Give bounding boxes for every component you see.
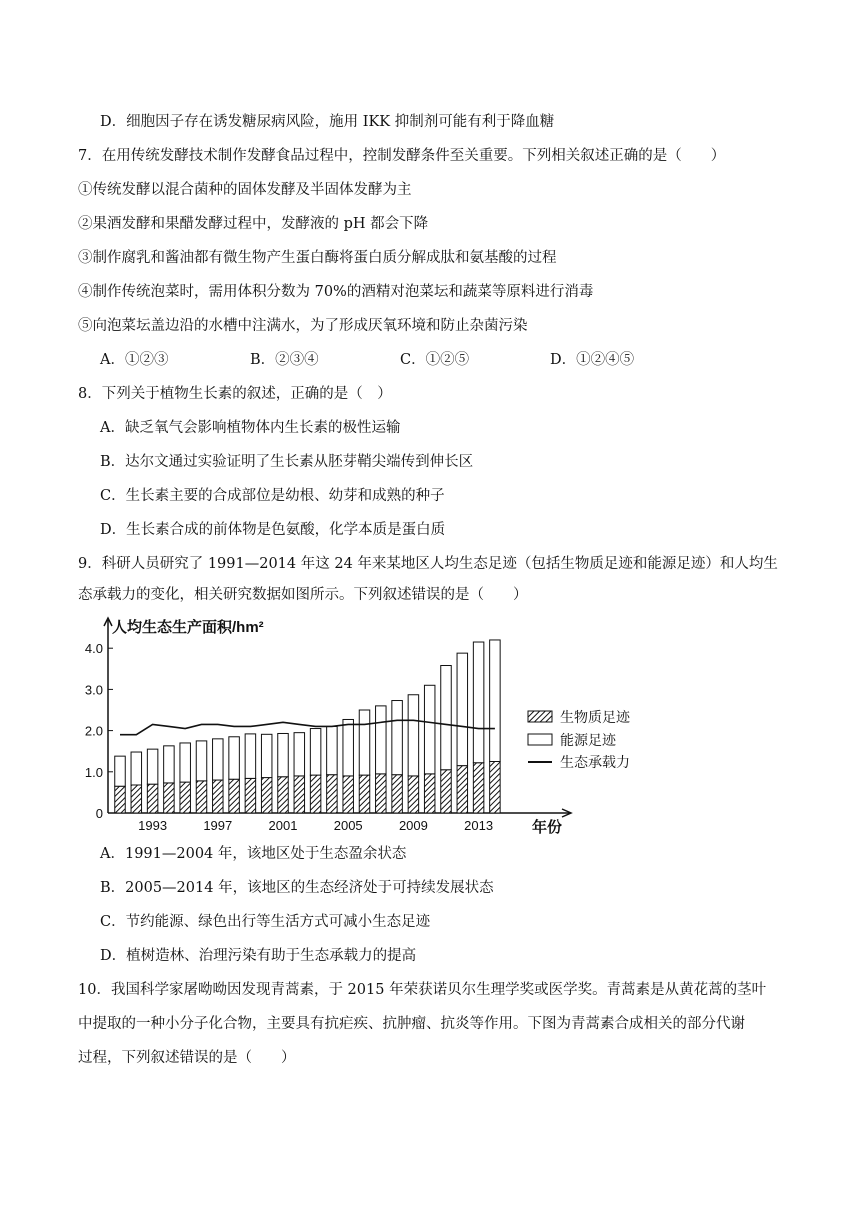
q7-statement-1: ①传统发酵以混合菌种的固体发酵及半固体发酵为主 — [78, 182, 412, 198]
legend-label-energy: 能源足迹 — [560, 732, 616, 748]
q7-option-c: C．①②⑤ — [400, 352, 470, 368]
q8-option-d: D．生长素合成的前体物是色氨酸，化学本质是蛋白质 — [100, 522, 446, 538]
bar-energy — [473, 642, 484, 763]
legend-swatch-biomass — [528, 711, 552, 722]
bar-biomass — [441, 770, 452, 813]
bar-biomass — [310, 775, 321, 813]
y-tick-label: 3.0 — [84, 682, 103, 698]
capacity-line — [120, 720, 495, 734]
bar-biomass — [115, 786, 126, 813]
x-tick-label: 1997 — [203, 818, 233, 833]
bar-energy — [441, 666, 452, 770]
bar-energy — [327, 726, 338, 774]
bar-biomass — [327, 775, 338, 813]
q8-option-c: C．生长素主要的合成部位是幼根、幼芽和成熟的种子 — [100, 488, 445, 504]
bar-biomass — [408, 776, 419, 813]
q10-line1: 10．我国科学家屠呦呦因发现青蒿素，于 2015 年荣获诺贝尔生理学奖或医学奖。青蒿素是从黄花蒿的茎叶 — [78, 982, 767, 998]
bar-energy — [424, 685, 435, 774]
bar-energy — [229, 737, 240, 779]
q7-statement-4: ④制作传统泡菜时，需用体积分数为 70%的酒精对泡菜坛和蔬菜等原料进行消毒 — [78, 284, 594, 300]
bar-energy — [115, 756, 126, 786]
bar-energy — [131, 752, 142, 785]
q7-statement-5: ⑤向泡菜坛盖边沿的水槽中注满水，为了形成厌氧环境和防止杂菌污染 — [78, 318, 528, 334]
bar-energy — [343, 719, 354, 775]
q9-option-d: D．植树造林、治理污染有助于生态承载力的提高 — [100, 948, 417, 964]
q7-statement-2: ②果酒发酵和果醋发酵过程中，发酵液的 pH 都会下降 — [78, 216, 429, 232]
bar-biomass — [343, 776, 354, 813]
q7-options — [100, 350, 634, 370]
bar-biomass — [131, 785, 142, 813]
bar-energy — [392, 701, 403, 775]
bar-energy — [359, 710, 370, 775]
q6-option-d: D．细胞因子存在诱发糖尿病风险，施用 IKK 抑制剂可能有利于降血糖 — [100, 114, 555, 130]
bar-energy — [457, 653, 468, 765]
bar-biomass — [164, 783, 175, 813]
bar-biomass — [424, 774, 435, 813]
q9-stem-line1: 9．科研人员研究了 1991—2014 年这 24 年来某地区人均生态足迹（包括生物质足迹和能源足迹）和人均生 — [78, 556, 778, 572]
chart-xlabel: 年份 — [532, 819, 563, 834]
bar-energy — [164, 746, 175, 783]
bar-biomass — [213, 780, 224, 813]
q9-option-a: A．1991—2004 年，该地区处于生态盈余状态 — [100, 846, 407, 862]
q9-stem-line2: 态承载力的变化，相关研究数据如图所示。下列叙述错误的是（ ） — [78, 587, 528, 603]
q7-option-a: A．①②③ — [100, 352, 169, 368]
x-tick-label: 2009 — [398, 818, 428, 833]
bar-biomass — [147, 784, 158, 813]
bar-biomass — [245, 778, 256, 813]
q8-option-b: B．达尔文通过实验证明了生长素从胚芽鞘尖端传到伸长区 — [100, 454, 474, 470]
q8-stem: 8．下列关于植物生长素的叙述，正确的是（ ） — [78, 386, 392, 402]
q10-line2: 中提取的一种小分子化合物，主要具有抗疟疾、抗肿瘤、抗炎等作用。下图为青蒿素合成相关的部分代谢 — [78, 1016, 745, 1032]
bar-biomass — [278, 777, 289, 813]
bar-energy — [180, 743, 191, 782]
x-tick-label: 2005 — [333, 818, 363, 833]
q7-statement-3: ③制作腐乳和酱油都有微生物产生蛋白酶将蛋白质分解成肽和氨基酸的过程 — [78, 250, 557, 266]
x-tick-label: 1993 — [138, 818, 168, 833]
y-tick-label: 4.0 — [84, 641, 103, 657]
chart-ylabel: 人均生态生产面积/hm² — [112, 619, 264, 636]
bar-energy — [408, 695, 419, 776]
bar-biomass — [180, 782, 191, 813]
chart-capacity-line — [120, 720, 495, 734]
bar-biomass — [490, 762, 501, 814]
bar-biomass — [294, 776, 305, 813]
bar-biomass — [196, 781, 207, 813]
bar-energy — [147, 749, 158, 784]
y-tick-label: 1.0 — [84, 764, 103, 780]
q9-option-b: B．2005—2014 年，该地区的生态经济处于可持续发展状态 — [100, 880, 494, 896]
bar-biomass — [359, 775, 370, 813]
bar-energy — [294, 733, 305, 776]
bar-biomass — [229, 779, 240, 813]
bar-energy — [278, 733, 289, 776]
bar-biomass — [457, 766, 468, 813]
bar-biomass — [392, 775, 403, 813]
bar-energy — [376, 706, 387, 774]
bar-energy — [261, 734, 272, 777]
legend-label-biomass: 生物质足迹 — [560, 709, 630, 725]
q7-stem: 7．在用传统发酵技术制作发酵食品过程中，控制发酵条件至关重要。下列相关叙述正确的是（ ） — [78, 148, 726, 164]
q10-line3: 过程，下列叙述错误的是（ ） — [78, 1050, 296, 1066]
q9-option-c: C．节约能源、绿色出行等生活方式可减小生态足迹 — [100, 914, 431, 930]
bar-biomass — [261, 778, 272, 813]
bar-energy — [245, 734, 256, 778]
q8-option-a: A．缺乏氧气会影响植物体内生长素的极性运输 — [100, 420, 401, 436]
q7-option-b: B．②③④ — [250, 352, 319, 368]
x-tick-label: 2001 — [268, 818, 298, 833]
bar-biomass — [473, 763, 484, 813]
bar-energy — [310, 729, 321, 776]
bar-biomass — [376, 774, 387, 813]
y-tick-label: 0 — [95, 806, 103, 821]
chart-legend — [528, 709, 631, 770]
bar-energy — [196, 741, 207, 781]
legend-label-capacity: 生态承载力 — [560, 754, 630, 770]
ecological-footprint-chart — [78, 612, 678, 834]
y-tick-label: 2.0 — [84, 723, 103, 739]
x-tick-label: 2013 — [464, 818, 494, 833]
legend-swatch-energy — [528, 734, 552, 745]
bar-energy — [213, 739, 224, 780]
q7-option-d: D．①②④⑤ — [550, 352, 635, 368]
bar-energy — [490, 640, 501, 762]
